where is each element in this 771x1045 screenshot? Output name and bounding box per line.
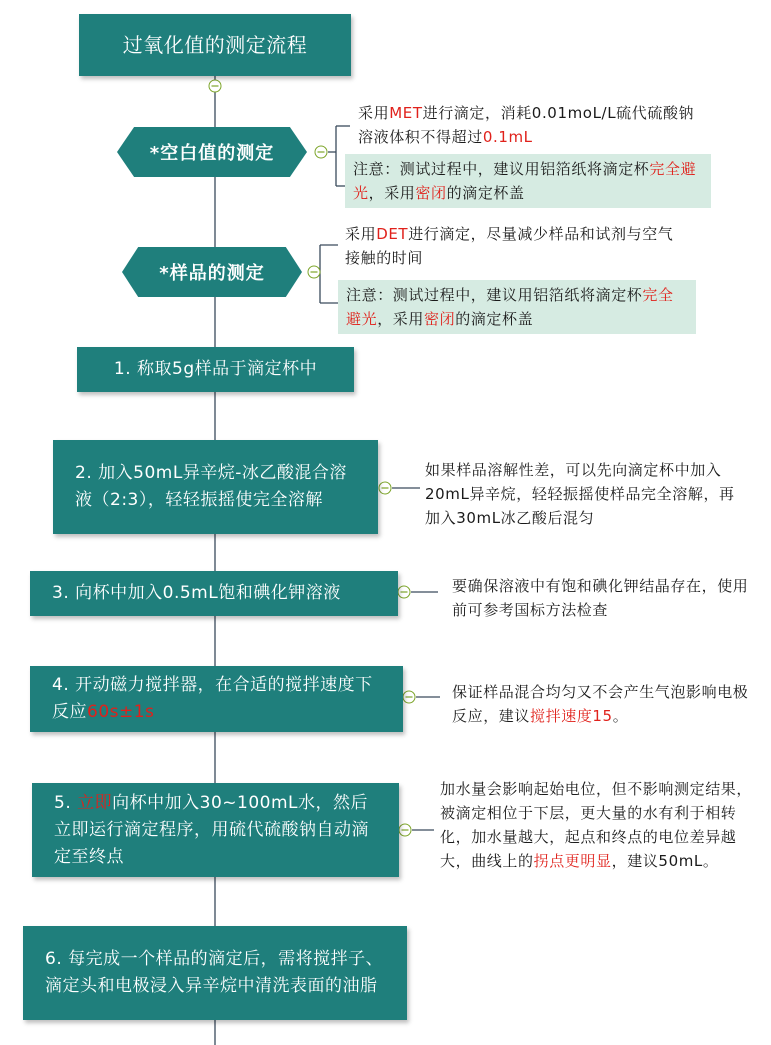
- step-4-box: [30, 666, 403, 732]
- step-3-text: 3. 向杯中加入0.5mL饱和碘化钾溶液: [52, 583, 341, 603]
- sample-test-label: *样品的测定: [159, 263, 265, 284]
- step-3-box: [30, 571, 398, 616]
- step-4-note: 保证样品混合均匀又不会产生气泡影响电极反应，建议搅拌速度15。: [452, 683, 749, 725]
- step-5-box: [32, 783, 399, 877]
- step-5-note: 加水量会影响起始电位，但不影响测定结果，被滴定相位于下层，更大量的水有利于相转化，加水量越大，起点和终点的电位差异越大，曲线上的拐点更明显，建议50mL。: [440, 780, 753, 870]
- blank-note-method: 采用MET进行滴定，消耗0.01moL/L硫代硫酸钠溶液体积不得超过0.1mL: [358, 104, 695, 146]
- step-2-text: 2. 加入50mL异辛烷-冰乙酸混合溶液（2:3），轻轻振摇使完全溶解: [75, 463, 347, 510]
- sample-note-caution: 注意：测试过程中，建议用铝箔纸将滴定杯完全避光，采用密闭的滴定杯盖: [338, 280, 696, 334]
- step-2-box: [53, 440, 378, 534]
- step-5-text: 5. 立即向杯中加入30~100mL水，然后立即运行滴定程序，用硫代硫酸钠自动滴定至终点: [54, 792, 369, 867]
- blank-test-node: [117, 127, 307, 177]
- step-1-box: [77, 347, 354, 392]
- sample-note-method: 采用DET进行滴定，尽量减少样品和试剂与空气接触的时间: [345, 225, 674, 267]
- step-4-text: 4. 开动磁力搅拌器，在合适的搅拌速度下反应60s±1s: [52, 675, 373, 722]
- step-6-box: [23, 926, 407, 1020]
- step-3-note: 要确保溶液中有饱和碘化钾结晶存在，使用前可参考国标方法检查: [452, 577, 749, 619]
- blank-note-caution: 注意：测试过程中，建议用铝箔纸将滴定杯完全避光，采用密闭的滴定杯盖: [345, 154, 711, 208]
- step-2-note: 如果样品溶解性差，可以先向滴定杯中加入20mL异辛烷，轻轻振摇使样品完全溶解，再加入30mL冰乙酸后混匀: [425, 461, 735, 527]
- sample-test-node: [122, 247, 302, 297]
- flow-title-box: [79, 14, 351, 76]
- page-title: 过氧化值的测定流程: [122, 32, 308, 57]
- blank-test-label: *空白值的测定: [149, 143, 275, 164]
- step-6-text: 6. 每完成一个样品的滴定后，需将搅拌子、滴定头和电极浸入异辛烷中清洗表面的油脂: [45, 949, 384, 996]
- step-1-text: 1. 称取5g样品于滴定杯中: [113, 359, 318, 379]
